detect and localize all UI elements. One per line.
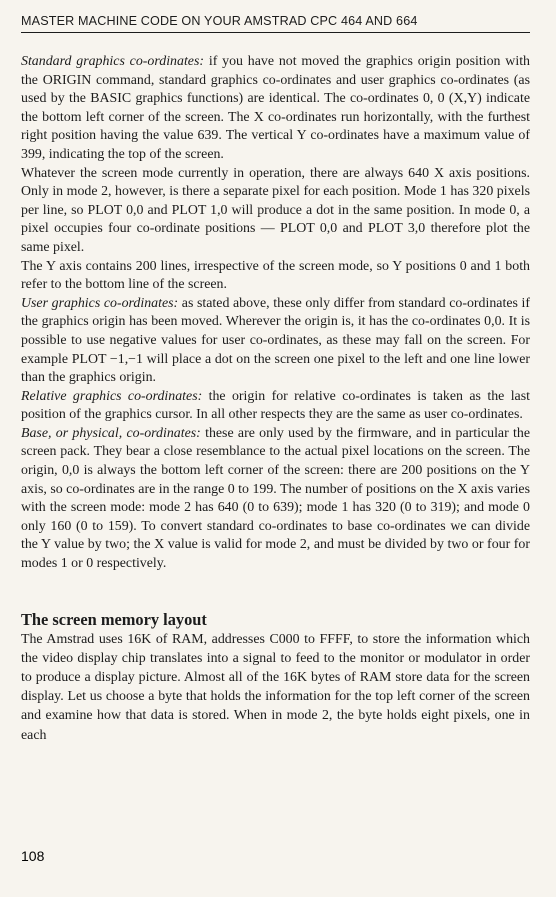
running-head: MASTER MACHINE CODE ON YOUR AMSTRAD CPC 464 AND 664 [21,13,530,33]
paragraph-text: these are only used by the firmware, and in particular the screen pack. They bear a close resemblance to the actual pixel locations on the screen. The origin, 0,0 is always the bottom left corner of the screen: there are 200 positions on the Y axis, so co-ordinates are in the range 0 to 199. The number of positions on the X axis varies with the screen mode: mode 2 has 640 (0 to 639); mode 1 has 320 (0 to 319); and mode 0 only 160 (0 to 159). To convert standard co-ordinates to base co-ordinates we can divide the Y value by two; the X value is valid for mode 2, and must be divided by two or four for modes 1 or 0 respectively. [21,425,530,572]
paragraph-x-axis-positions [21,165,530,258]
paragraph-standard-coordinates [21,53,530,165]
paragraph-lead: Standard graphics co-ordinates: [21,54,205,69]
paragraph-relative-coordinates [21,388,530,425]
paragraph-lead: User graphics co-ordinates: [21,295,179,311]
paragraph-base-coordinates [21,425,530,574]
page-number: 108 [21,848,45,864]
paragraph-lead: Relative graphics co-ordinates: [21,388,203,404]
paragraph-text: Whatever the screen mode currently in operation, there are always 640 X axis positions. Only in mode 2, however, is there a separate pixel for each position. Mode 1 has 320 pixels per line, so PLOT 0,0 and PLOT 1,0 will produce a dot in the same position. In mode 0, a pixel occupies four co-ordinate positions — PLOT 0,0 and PLOT 3,0 therefore plot the same pixel. [21,165,530,255]
paragraph-user-coordinates [21,295,530,388]
paragraph-y-axis-lines [21,258,530,295]
paragraph-text: if you have not moved the graphics origin position with the ORIGIN command, standard graphics co-ordinates and user graphics co-ordinates (as used by the BASIC graphics functions) are identical. The co-ordinates 0, 0 (X,Y) indicate the bottom left corner of the screen. The X co-ordinates run horizontally, with the furthest right position having the value 639. The vertical Y co-ordinates have a maximum value of 399, indicating the top of the screen. [21,54,530,162]
body-text [21,53,530,574]
section-heading: The screen memory layout [21,609,207,629]
paragraph-screen-memory: The Amstrad uses 16K of RAM, addresses C000 to FFFF, to store the information which the video display chip translates into a signal to feed to the monitor or modulator in order to produce a display picture. Almost all of the 16K bytes of RAM store data for the screen display. Let us choose a byte that holds the information for the top left corner of the screen and examine how that data is stored. When in mode 2, the byte holds eight pixels, one in each [21,631,530,743]
paragraph-text: The Y axis contains 200 lines, irrespective of the screen mode, so Y positions 0 and 1 both refer to the bottom line of the screen. [21,258,530,293]
section-body [21,630,530,745]
paragraph-text: the origin for relative co-ordinates is taken as the last position of the graphics cursor. In all other respects they are the same as user co-ordinates. [21,388,530,423]
paragraph-text: as stated above, these only differ from standard co-ordinates if the graphics origin has been moved. Wherever the origin is, it has the co-ordinates 0,0. It is possible to use negative values for user co-ordinates, as these may fall on the screen. For example PLOT −1,−1 will place a dot on the screen one pixel to the left and one line lower than the graphics origin. [21,295,530,386]
paragraph-lead: Base, or physical, co-ordinates: [21,425,201,441]
